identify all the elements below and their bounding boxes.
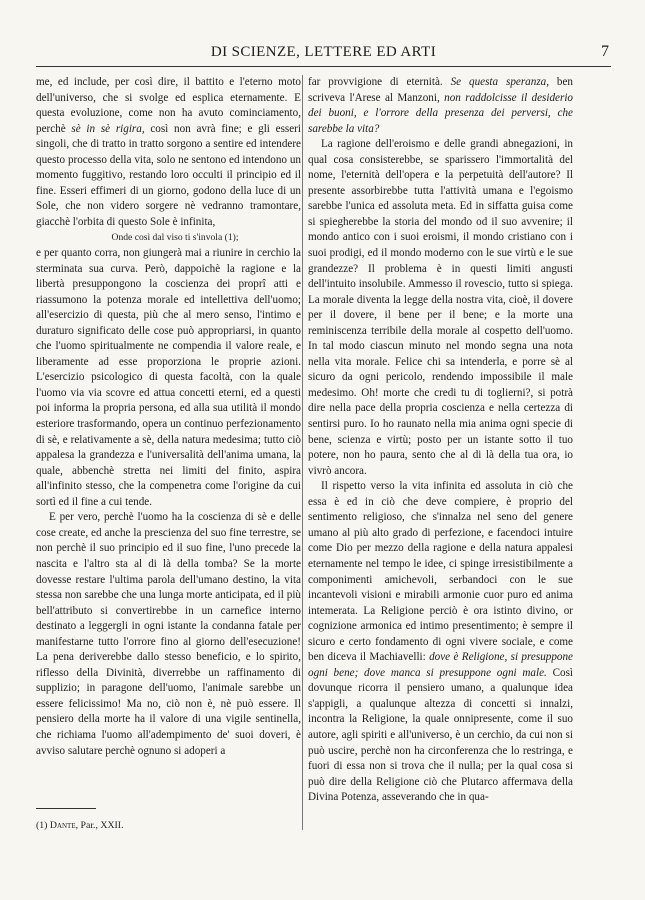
footnote <box>36 820 124 831</box>
left-p1-text: me, ed include, per così dire, il battito e l'eterno moto dell'universo, che si svolge ed esplica eternamente. E questa evoluzione, come non ha avuto cominciamento, perchè <box>36 76 301 135</box>
right-p3-italic: dove è Religione, si presuppone ogni bene; dove manca si presuppone ogni male. <box>308 651 573 679</box>
left-paragraph-3: E per vero, perchè l'uomo ha la coscienza di sè e delle cose create, ed anche la prescienza del suo fine terrestre, se non perchè il suo principio ed il suo fine, l'uno precede la nascita e l'altro sta al di là della tomba? Se la morte dovesse restare l'ultima parola dell'umano destino, la vita stessa non sarebbe che una lunga morte anticipata, ed il più bell'attributo si convertirebbe in un carnefice interno destinato a leggergli in ogni istante la condanna fatale per manifestarne tutto l'orrore fino al giorno dell'esecuzione! La pena deriverebbe dallo stesso beneficio, e lo spirito, riflesso della Divinità, diverrebbe un raffinamento di supplizio; in paragone dell'uomo, l'animale sarebbe un essere felicissimo! Ma no, ciò non è, nè può essere. Il pensiero della morte ha il valore di una vigile sentinella, che richiama l'uomo all'adempimento de' suoi doveri, è avviso salutare perchè ognuno si adoperi a <box>36 511 301 757</box>
verse-quotation: Onde così dal viso ti s'invola (1); <box>111 232 239 244</box>
running-header <box>36 44 611 67</box>
left-paragraph-1 <box>36 75 301 230</box>
footnote-marker: (1) <box>36 820 50 831</box>
header-title: DI SCIENZE, LETTERE ED ARTI <box>210 44 437 60</box>
footnote-author: Dante <box>49 820 76 831</box>
right-p1-text: far provvigione di eternità. <box>308 76 451 88</box>
right-paragraph-3 <box>308 479 573 805</box>
footnote-reference: , Par., XXII. <box>75 820 124 831</box>
right-p1-italic-2: non raddolcisse il desiderio dei buoni, e l'orrore della presenza dei perversi, che sarebbe la vita? <box>308 91 574 135</box>
column-separator <box>302 75 303 830</box>
right-p3-end: Così dovunque ricorra il pensiero umano, a qualunque idea s'appigli, a qualunque altezza di concetti si innalzi, incontra la Religione, la quale onnipresente, come il suo autore, agli spiriti e all'universo, è un cerchio, da cui non si può uscire, perchè non ha circonferenza che lo restringa, e fuori di essa non si trova che il nulla; per la qual cosa si può dire della Religione ciò che Plutarco affermava della Divina Potenza, asseverando che in qua- <box>308 666 573 804</box>
footnote-rule <box>36 808 96 809</box>
right-column <box>308 75 573 806</box>
right-p1-italic: Se questa speranza, <box>450 76 550 88</box>
right-p1-mid: ben scriveva l'Arese al Manzoni, <box>308 76 573 104</box>
left-p1-italic: sè in sè rigira, <box>71 122 145 135</box>
left-paragraph-2: e per quanto corra, non giungerà mai a riunire in cerchio la sterminata sua curva. Però, dappoichè la ragione e la libertà presuppongono la coscienza dei proprî atti e riassumono la potenza morale ed intellettiva dell'uomo; all'esercizio di questa, più che al mero senso, l'intimo e duraturo significato delle cose può appropriarsi, in quanto che l'uomo spiritualmente ne compendia il valore reale, e liberamente ad esse proporziona le proprie azioni. L'esercizio psicologico di questa facoltà, con la quale l'uomo via via scovre ed attua concetti eterni, ed a questi poi informa la propria persona, ed alla sua utilità il mondo esteriore trasformando, opera un continuo perfezionamento di sè, e relativamente a sè, della natura medesima; tutto ciò appalesa la grandezza e l'universalità dell'anima umana, la quale, abbenchè stretta nei limiti del finito, aspira all'infinito stesso, che la compenetra come l'origine da cui sortì ed il fine a cui tende. <box>36 247 301 508</box>
left-p1-end: così non avrà fine; e gli esseri singoli, che di tratto in tratto sorgono a sentire ed intendere questo processo della vita, solo ne sentono ed intendono un momento fuggitivo, restando loro occulti il principio ed il fine. Esseri effimeri di un giorno, godono della luce di un Sole, che non videro sorgere nè vedranno tramontare, giacchè l'orbita di questo Sole è infinita, <box>36 122 301 228</box>
right-paragraph-2: La ragione dell'eroismo e delle grandi abnegazioni, in qual cosa consisterebbe, se sparissero l'immortalità del nome, l'eternità dell'opera e la perpetuità dell'autore? Il presente assorbirebbe tutta l'attività umana e l'egoismo sarebbe l'unica ed assoluta meta. Ed in siffatta guisa come si spiegherebbe la storia del mondo od il suo avvenire; il mondo antico con i suoi eroismi, il mondo cristiano con i suoi prodigi, ed il mondo moderno con le sue virtù e le sue grandezze? Il problema è in questi limiti angusti dell'intuito insolubile. Ammesso il rovescio, tutto si spiega. La morale diventa la legge della nostra vita, cioè, il dovere per il dovere, il bene per il bene; e la morte una reminiscenza terribile della morale al cospetto dell'uomo. In tal modo ciascun minuto nel mondo segna una nota nella vita morale. Felice chi sa intenderla, e porre sè al sicuro da ogni pericolo, rendendo impossibile il male medesimo. Oh! morte che credi tu di toglierni?, si potrà dire nella pace della propria coscienza e nella certezza di sentirsi puro. Io ho raunato nella mia anima ogni specie di bene, scienza e virtù; posto per un istante sotto il tuo potere, non ho paura, sento che al di là della tua ora, io vivrò ancora. <box>308 138 573 477</box>
page-number: 7 <box>601 43 609 60</box>
left-column <box>36 75 301 759</box>
right-paragraph-1 <box>308 75 573 137</box>
right-p3-text: Il rispetto verso la vita infinita ed assoluta in ciò che essa è ed in ciò che deve compiere, è proprio del sentimento religioso, che s'innalza nel seno del genere umano al più alto grado di perfezione, e facendoci intuire come Dio per mezzo della ragione e della natura appalesi eternamente nel tempo le idee, ci spinge irresistibilmente a componimenti amichevoli, serbandoci con le sue incantevoli visioni e mirabili armonie cuor puro ed anima intemerata. La Religione perciò è ora istinto divino, or cognizione armonica ed intimo presentimento; è sempre il sicuro e certo fondamento di ogni vivere sociale, e come ben diceva il Machiavelli: <box>308 480 573 664</box>
